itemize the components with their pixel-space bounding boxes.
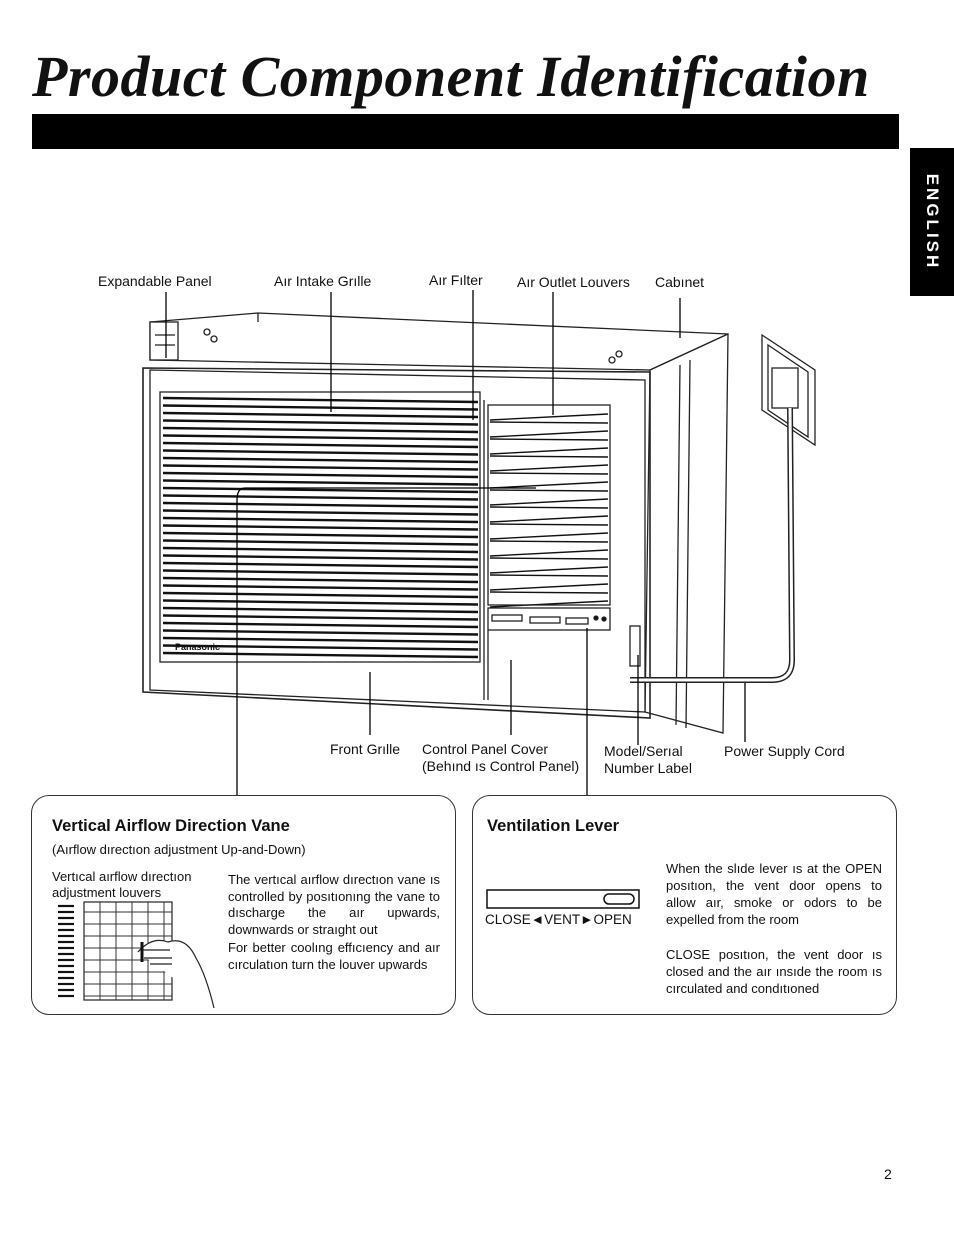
vertical-vane-text-2: For better coolıng effıcıency and aır cırculatıon turn the louver upwards (228, 940, 440, 972)
label-air-filter: Aır Fılter (429, 272, 483, 288)
ventilation-heading: Ventilation Lever (487, 817, 620, 835)
vent-lever-illustration (486, 888, 642, 914)
label-air-outlet-louvers: Aır Outlet Louvers (517, 274, 630, 290)
label-power-supply-cord: Power Supply Cord (724, 743, 845, 759)
vertical-vane-subheading: (Aırflow dırectıon adjustment Up-and-Down) (52, 842, 306, 857)
label-cabinet: Cabınet (655, 274, 705, 290)
louver-hand-illustration (56, 900, 216, 1008)
page-title: Product Component Identification (32, 44, 870, 109)
label-control-panel-note: (Behınd ıs Control Panel) (422, 758, 580, 774)
label-number-label: Number Label (604, 760, 692, 776)
brand-text: Panasonic (175, 642, 221, 652)
vertical-vane-heading: Vertical Airflow Direction Vane (52, 817, 290, 835)
label-expandable-panel: Expandable Panel (98, 273, 212, 289)
louver-caption-line-2: adjustment louvers (52, 885, 162, 900)
vertical-vane-text-1: The vertıcal aırflow dırectıon vane ıs controlled by posıtıonıng the vane to dıscharge the aır upwards, downwards or straıght out (228, 872, 440, 937)
louver-caption-line-1: Vertıcal aırflow dırectıon (52, 869, 192, 884)
vent-lever-caption: CLOSE◄VENT►OPEN (485, 912, 632, 927)
page-number: 2 (884, 1166, 892, 1182)
label-front-grille: Front Grılle (330, 741, 401, 757)
language-tab-label: ENGLISH (923, 173, 942, 271)
label-control-panel-cover: Control Panel Cover (422, 741, 549, 757)
ventilation-text-1: When the slıde lever ıs at the OPEN posıtıon, the vent door opens to allow aır, smoke or odors to be expelled from the room (666, 861, 882, 927)
label-air-intake-grille: Aır Intake Grılle (274, 273, 372, 289)
label-model-serial: Model/Serıal (604, 743, 683, 759)
ventilation-text-2: CLOSE posıtıon, the vent door ıs closed and the aır ınsıde the room ıs cırculated and condıtıoned (666, 947, 882, 996)
